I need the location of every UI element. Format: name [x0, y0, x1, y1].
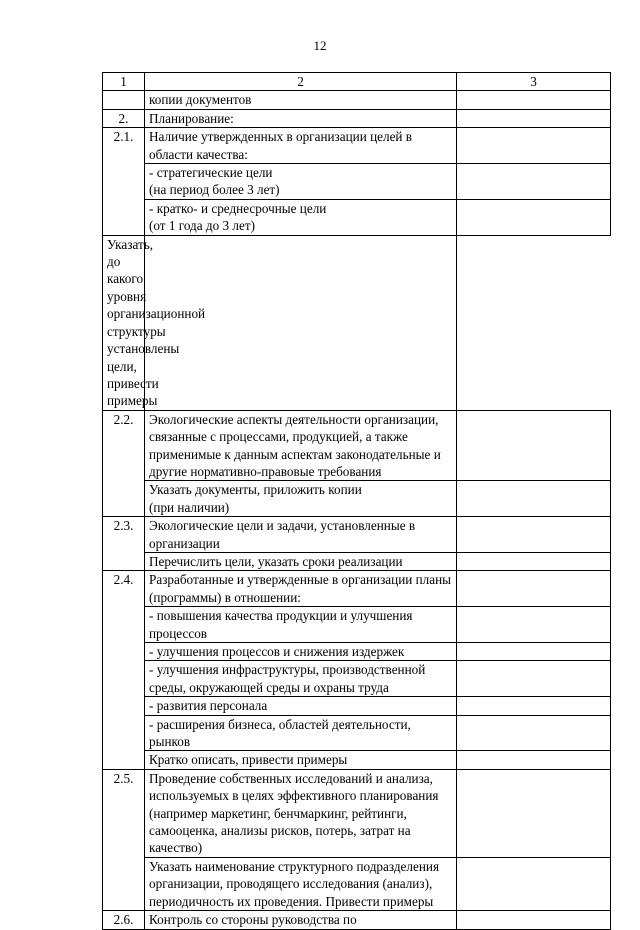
table-body	[103, 73, 611, 930]
table-row	[103, 697, 611, 715]
item-description: Планирование:	[145, 109, 457, 127]
answer-cell[interactable]	[457, 857, 611, 910]
item-number: 2.3.	[103, 517, 145, 571]
item-description: - улучшения процессов и снижения издержек	[145, 643, 457, 661]
answer-cell[interactable]	[457, 164, 611, 200]
table-row	[103, 751, 611, 769]
item-number: 2.4.	[103, 571, 145, 769]
answer-cell[interactable]	[457, 517, 611, 553]
item-description: Разработанные и утвержденные в организации планы (программы) в отношении:	[145, 571, 457, 607]
item-description: Указать наименование структурного подразделения организации, проводящего исследования (анализ), периодичность их проведения. Привести примеры	[145, 857, 457, 910]
answer-cell[interactable]	[457, 571, 611, 607]
table-row	[103, 91, 611, 109]
item-description: Проведение собственных исследований и анализа, используемых в целях эффективного планирования (например маркетинг, бенчмаркинг, рейтинги, самооценка, анализы рисков, потерь, затрат на качество)	[145, 769, 457, 857]
item-description: - улучшения инфраструктуры, производственной среды, окружающей среды и охраны труда	[145, 661, 457, 697]
item-description: - повышения качества продукции и улучшения процессов	[145, 607, 457, 643]
item-description: Контроль со стороны руководства по	[145, 911, 457, 929]
header-col-3: 3	[457, 73, 611, 91]
header-col-1: 1	[103, 73, 145, 91]
page-number: 12	[313, 38, 327, 53]
header-col-2: 2	[145, 73, 457, 91]
answer-cell[interactable]	[457, 715, 611, 751]
item-description: Кратко описать, привести примеры	[145, 751, 457, 769]
item-description: Экологические аспекты деятельности организации, связанные с процессами, продукцией, а также применимые к данным аспектам законодательные и другие нормативно-правовые требования	[145, 410, 457, 481]
table-row	[103, 410, 611, 481]
answer-cell[interactable]	[457, 91, 611, 109]
table-row	[103, 199, 611, 235]
answer-cell[interactable]	[457, 769, 611, 857]
item-number	[103, 91, 145, 109]
item-number: 2.2.	[103, 410, 145, 516]
item-description: - расширения бизнеса, областей деятельности, рынков	[145, 715, 457, 751]
table-row	[103, 857, 611, 910]
answer-cell[interactable]	[457, 607, 611, 643]
table-row	[103, 517, 611, 553]
item-description: Экологические цели и задачи, установленные в организации	[145, 517, 457, 553]
table-row	[103, 128, 611, 164]
item-number: 2.1.	[103, 128, 145, 235]
answer-cell[interactable]	[457, 410, 611, 481]
answer-cell[interactable]	[145, 235, 457, 410]
table-row	[103, 164, 611, 200]
table-row	[103, 607, 611, 643]
table-row	[103, 715, 611, 751]
item-description: Указать документы, приложить копии (при наличии)	[145, 481, 457, 517]
table-row	[103, 481, 611, 517]
table-row	[103, 552, 611, 570]
item-number: 2.5.	[103, 769, 145, 910]
answer-cell[interactable]	[457, 199, 611, 235]
item-description: Указать, до какого уровня организационной структуры установлены цели, привести примеры	[103, 235, 145, 410]
table-row	[103, 769, 611, 857]
item-number: 2.6.	[103, 911, 145, 929]
item-description: - развития персонала	[145, 697, 457, 715]
item-description: копии документов	[145, 91, 457, 109]
table-row	[103, 643, 611, 661]
answer-cell[interactable]	[457, 661, 611, 697]
item-description: Наличие утвержденных в организации целей в области качества:	[145, 128, 457, 164]
item-description: Перечислить цели, указать сроки реализации	[145, 552, 457, 570]
table-row	[103, 571, 611, 607]
answer-cell[interactable]	[457, 911, 611, 929]
table-row	[103, 109, 611, 127]
answer-cell[interactable]	[457, 552, 611, 570]
answer-cell[interactable]	[457, 109, 611, 127]
item-description: - стратегические цели (на период более 3 лет)	[145, 164, 457, 200]
answer-cell[interactable]	[457, 481, 611, 517]
answer-cell[interactable]	[457, 751, 611, 769]
table-header-row	[103, 73, 611, 91]
table-row	[103, 235, 611, 410]
questionnaire-table	[102, 72, 611, 930]
item-description: - кратко- и среднесрочные цели (от 1 года до 3 лет)	[145, 199, 457, 235]
table-row	[103, 661, 611, 697]
answer-cell[interactable]	[457, 643, 611, 661]
table-row	[103, 911, 611, 929]
item-number: 2.	[103, 109, 145, 127]
answer-cell[interactable]	[457, 128, 611, 164]
answer-cell[interactable]	[457, 697, 611, 715]
